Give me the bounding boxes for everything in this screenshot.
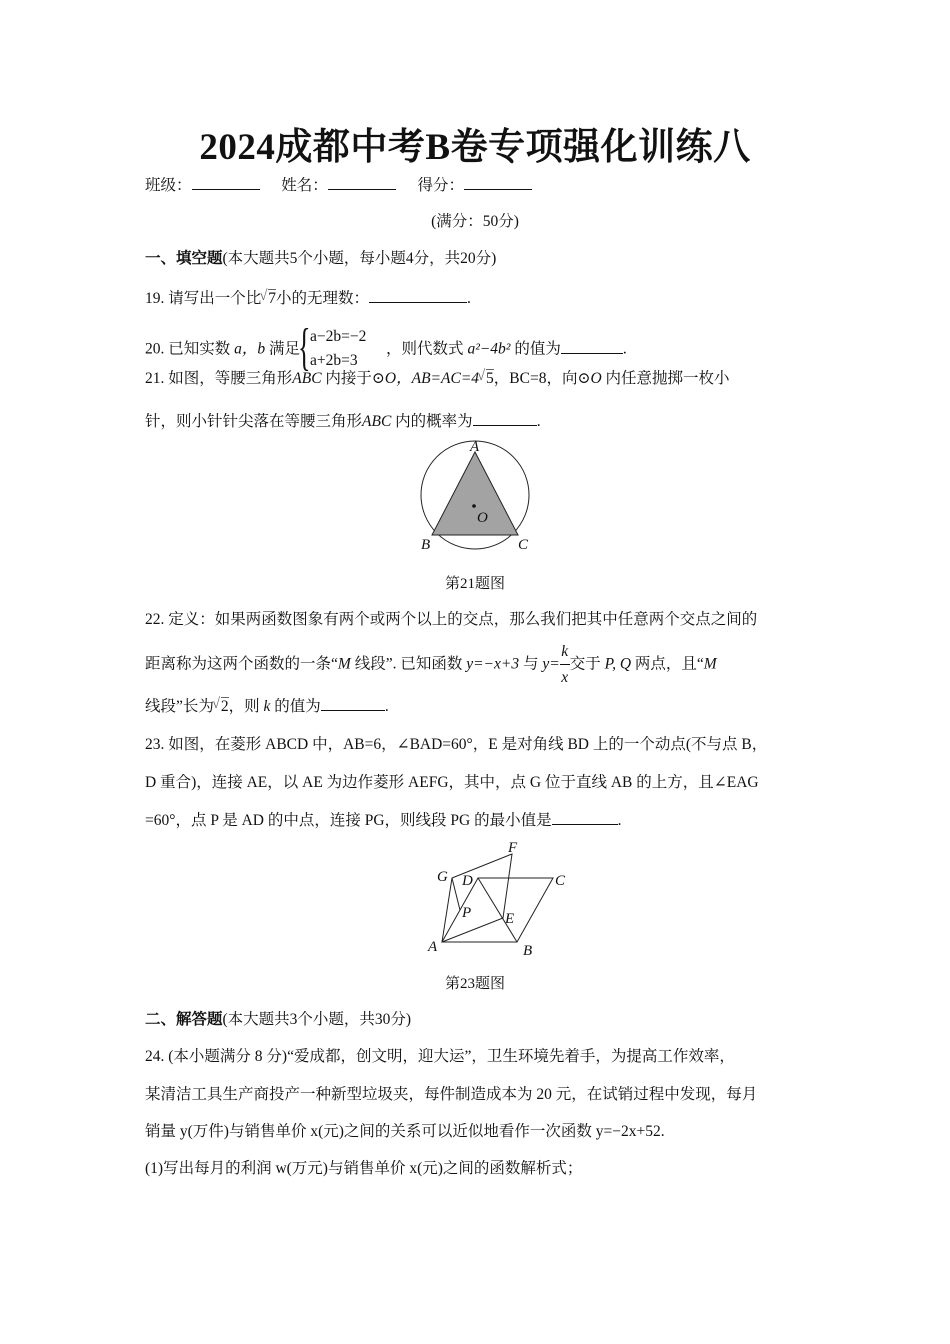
question-21-line2: [145, 411, 810, 432]
question-24-line1: [145, 1047, 810, 1067]
question-23-line3: [145, 810, 810, 831]
q21-number: 21.: [145, 370, 165, 387]
q22-linear-function: y=−x+3: [466, 655, 520, 673]
q23-period: .: [617, 812, 622, 829]
q22-text-2a: 距离称为这两个函数的一条“: [145, 655, 338, 673]
label-f: F: [508, 840, 518, 856]
section2-note: (本大题共3个小题，共30分): [222, 1011, 412, 1028]
q22-m-2: M: [703, 655, 717, 673]
q24-text-3: 销量 y(万件)与销售单价 x(元)之间的关系可以近似地看作一次函数 y=−2x+52.: [145, 1123, 665, 1140]
q21-text-2b: 内的概率为: [395, 413, 473, 430]
q20-answer-blank[interactable]: [561, 339, 623, 354]
q20-period: .: [622, 340, 627, 358]
q19-answer-blank[interactable]: [369, 288, 467, 303]
q20-expression: a²−4b²: [467, 340, 511, 358]
fraction-numerator: k: [561, 643, 569, 660]
label-o: O: [477, 510, 488, 526]
page-title: 2024成都中考B卷专项强化训练八: [199, 127, 751, 168]
equation-2: a+2b=3: [310, 352, 358, 369]
question-22-line3: [145, 696, 810, 717]
q22-radicand: 2: [220, 698, 229, 715]
q19-text: 请写出一个比: [168, 290, 262, 307]
fraction-k-over-x: [560, 643, 570, 686]
equation-1: a−2b=−2: [310, 328, 367, 345]
figure-23-diagram: [425, 836, 575, 961]
diagonal-bd: [478, 878, 517, 942]
q20-text: 已知实数: [168, 340, 231, 358]
figure-23-caption: 第23题图: [444, 976, 505, 992]
q19-number: 19.: [145, 290, 165, 307]
q21-period: .: [536, 413, 541, 430]
label-a: A: [428, 939, 438, 955]
q24-number: 24.: [145, 1048, 165, 1065]
label-d: D: [462, 873, 473, 889]
label-c: C: [555, 873, 566, 889]
q21-text-e: 内任意抛掷一枚小: [605, 370, 730, 387]
fraction-denominator: x: [561, 669, 569, 686]
q21-o: O: [384, 370, 397, 387]
q21-radicand: 5: [486, 370, 494, 387]
q21-answer-blank[interactable]: [473, 411, 537, 426]
q20-text-after: ，则代数式: [386, 340, 464, 358]
question-22-line2: [145, 643, 810, 686]
sqrt-symbol: [214, 697, 229, 717]
q23-text-3: =60°，点 P 是 AD 的中点，连接 PG，则线段 PG 的最小值是: [145, 812, 552, 829]
score-field[interactable]: [464, 175, 532, 190]
q22-pq: P, Q: [604, 655, 632, 673]
label-e: E: [505, 911, 515, 927]
q21-abc: ABC: [292, 370, 322, 387]
q22-text-2b: 线段”. 已知函数: [354, 655, 463, 673]
class-label: 班级：: [145, 177, 192, 194]
q20-vars: a，b: [234, 340, 266, 358]
class-field[interactable]: [192, 175, 260, 190]
score-label: 得分：: [417, 177, 465, 194]
figure-21-diagram: [410, 436, 550, 556]
q22-text-3a: 线段”长为: [145, 698, 214, 715]
question-24-line3: [145, 1122, 810, 1142]
question-24-part1: [145, 1159, 810, 1179]
rhombus-aefg: [442, 854, 515, 942]
q22-text-3c: 的值为: [274, 698, 321, 715]
triangle-abc: [432, 452, 518, 535]
q22-text-2d: 交于: [569, 655, 601, 673]
segment-pg: [452, 878, 460, 910]
q22-text-2e: 两点，且“: [634, 655, 704, 673]
q21-text-b: 内接于⊙: [325, 370, 385, 387]
q21-text-c: ，AB=AC=4: [396, 370, 480, 387]
q19-text-after: 小的无理数：: [276, 290, 370, 307]
q23-text-2: D 重合)，连接 AE，以 AE 为边作菱形 AEFG，其中，点 G 位于直线 AB 的上方，且∠EAG: [145, 774, 759, 791]
section1-note: (本大题共5个小题，每小题4分，共20分): [222, 250, 497, 267]
student-info-row: [145, 175, 810, 196]
q24-part1-text: (1)写出每月的利润 w(万元)与销售单价 x(元)之间的函数解析式；: [145, 1160, 583, 1177]
q23-number: 23.: [145, 736, 165, 753]
full-score: (满分：50分): [431, 213, 519, 230]
name-field[interactable]: [328, 175, 396, 190]
brace-icon: {: [298, 319, 311, 376]
question-22-line1: [145, 610, 810, 630]
q21-text: 如图，等腰三角形: [168, 370, 293, 387]
label-g: G: [437, 869, 448, 885]
q19-period: .: [467, 290, 471, 307]
q19-radicand: 7: [268, 290, 277, 307]
q22-number: 22.: [145, 611, 165, 628]
section2-header: [145, 1010, 810, 1030]
section1-heading: 一、填空题: [145, 250, 223, 267]
q22-text-2c: 与: [522, 655, 539, 673]
question-24-line2: [145, 1085, 810, 1105]
name-label: 姓名：: [281, 177, 328, 194]
question-21-line1: [145, 369, 810, 389]
q20-text-mid: 满足: [269, 340, 301, 358]
q22-period: .: [384, 698, 389, 715]
q20-text-end: 的值为: [514, 340, 561, 358]
equation-system: [298, 319, 386, 376]
label-c: C: [518, 537, 529, 553]
q22-text-1: 定义：如果两函数图象有两个或两个以上的交点，那么我们把其中任意两个交点之间的: [168, 611, 758, 628]
section2-heading: 二、解答题: [145, 1011, 223, 1028]
sqrt-symbol: [261, 289, 276, 309]
q22-text-3b: ，则: [228, 698, 260, 715]
q23-text-1: 如图，在菱形 ABCD 中，AB=6，∠BAD=60°，E 是对角线 BD 上的一个动点(不与点 B，: [168, 736, 768, 753]
q21-text-d: ，BC=8，向⊙: [493, 370, 591, 387]
label-a: A: [470, 439, 480, 455]
center-point-o: [472, 504, 476, 508]
question-23-line1: [145, 735, 810, 755]
q22-answer-blank[interactable]: [321, 696, 385, 711]
q20-number: 20.: [145, 340, 165, 358]
label-p: P: [462, 905, 472, 921]
q21-text-2a: 针，则小针针尖落在等腰三角形: [145, 413, 363, 430]
question-19: [145, 288, 810, 309]
q22-y-equals: y=: [542, 655, 560, 673]
q22-m: M: [337, 655, 351, 673]
q22-k: k: [263, 698, 271, 715]
q24-text-1: (本小题满分 8 分)“爱成都，创文明，迎大运”，卫生环境先着手，为提高工作效率，: [168, 1048, 735, 1065]
figure-21-caption: 第21题图: [444, 576, 505, 592]
q24-text-2: 某清洁工具生产商投产一种新型垃圾夹，每件制造成本为 20 元，在试销过程中发现，每月: [145, 1086, 758, 1103]
label-b: B: [523, 943, 533, 959]
question-23-line2: [145, 773, 810, 793]
sqrt-symbol: [479, 369, 494, 389]
fraction-bar: [560, 664, 570, 665]
q21-abc-2: ABC: [362, 413, 392, 430]
q23-answer-blank[interactable]: [552, 810, 618, 825]
q21-o-2: O: [590, 370, 602, 387]
section1-header: [145, 249, 810, 269]
label-b: B: [421, 537, 431, 553]
